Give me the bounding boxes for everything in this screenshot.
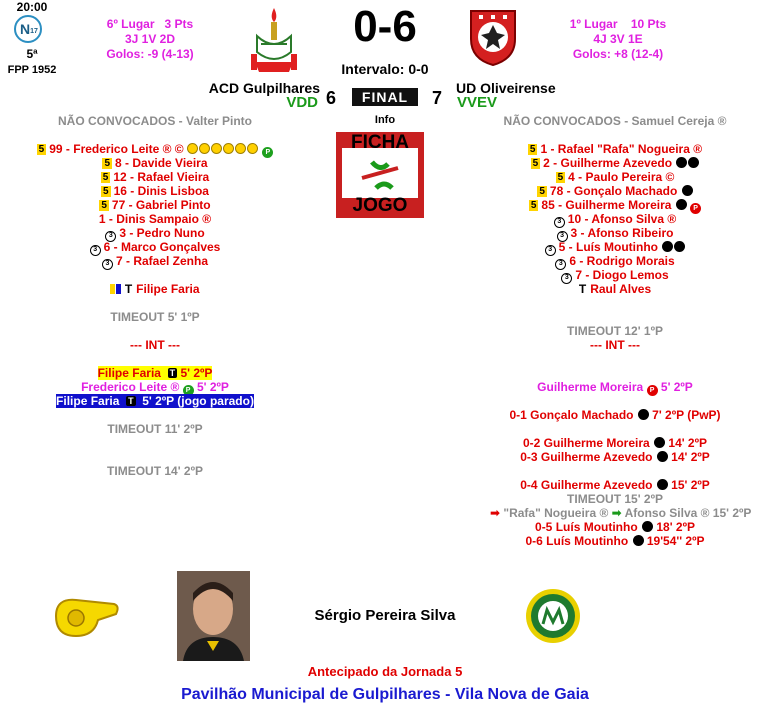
- away-coach-row[interactable]: T Raul Alves: [578, 282, 652, 296]
- home-player-row[interactable]: 5 8 - Davide Vieira: [104, 156, 208, 170]
- away-points: 10 Pts: [630, 17, 667, 31]
- home-player-row[interactable]: 3 6 - Marco Gonçalves: [30, 240, 280, 254]
- referee-name[interactable]: Sérgio Pereira Silva: [314, 607, 456, 624]
- venue-link[interactable]: Pavilhão Municipal de Gulpilhares - Vila Nova de Gaia: [181, 686, 589, 703]
- away-standing: [548, 17, 688, 62]
- penalty-icon: P: [262, 147, 273, 158]
- away-player-row[interactable]: 3 7 - Diogo Lemos: [490, 268, 740, 282]
- rating-badge: 5: [38, 144, 45, 155]
- coach-icon: T: [128, 396, 134, 406]
- home-standing: [90, 17, 210, 62]
- ball-icon: [688, 157, 699, 168]
- ball-icon: [642, 521, 653, 532]
- ball-icon: [676, 199, 687, 210]
- away-form: VVEV: [457, 94, 498, 111]
- referee-photo: [177, 571, 250, 661]
- whistle-icon: [50, 590, 124, 642]
- away-crest-icon: [467, 7, 519, 67]
- final-score: 0-6: [353, 2, 417, 51]
- ball-icon: [657, 479, 668, 490]
- away-player-row[interactable]: 3 5 - Luís Moutinho: [490, 240, 740, 254]
- away-goal-row[interactable]: 0-4 Guilherme Azevedo 15' 2ºP: [520, 478, 710, 492]
- ball-icon: [638, 409, 649, 420]
- rating-badge: 5: [539, 186, 545, 197]
- away-player-row[interactable]: 5 4 - Paulo Pereira ©: [557, 170, 675, 184]
- away-player-row[interactable]: 5 78 - Gonçalo Machado: [490, 184, 740, 198]
- home-event-row[interactable]: Filipe Faria T 5' 2ºP (jogo parado): [56, 394, 254, 408]
- association-crest-icon: [525, 588, 581, 644]
- home-player-row[interactable]: 3 7 - Rafael Zenha: [30, 254, 280, 268]
- rating-3-icon: 3: [102, 259, 113, 270]
- away-event-row[interactable]: Guilherme Moreira P 5' 2ºP: [537, 380, 693, 394]
- home-goals: Golos: -9 (4-13): [106, 47, 194, 61]
- rating-3-icon: 3: [557, 231, 568, 242]
- rating-badge: 5: [530, 200, 537, 211]
- away-player-row[interactable]: 3 10 - Afonso Silva ®: [490, 212, 740, 226]
- home-points: 3 Pts: [164, 17, 194, 31]
- away-substitution-row[interactable]: ➡ "Rafa" Nogueira ® ➡ Afonso Silva ® 15' 2ºP: [490, 506, 752, 520]
- away-player-row[interactable]: 3 3 - Afonso Ribeiro: [490, 226, 740, 240]
- away-goal-row[interactable]: 0-2 Guilherme Moreira 14' 2ºP: [522, 436, 707, 450]
- away-goal-row[interactable]: 0-5 Luís Moutinho 18' 2ºP: [535, 520, 695, 534]
- round-number: 5ª: [26, 47, 38, 61]
- coach-icon: T: [169, 368, 176, 378]
- svg-text:N: N: [19, 21, 31, 37]
- home-timeout: TIMEOUT 5' 1ºP: [110, 310, 200, 324]
- rating-badge: 5: [557, 172, 564, 183]
- rating-3-icon: 3: [105, 231, 116, 242]
- rating-badge: 5: [532, 158, 539, 169]
- sub-out-icon: ➡: [490, 506, 501, 520]
- rating-3-icon: 3: [555, 259, 566, 270]
- rating-3-icon: 3: [554, 217, 565, 228]
- home-position: 6º Lugar: [106, 17, 155, 31]
- home-form-text: VDD: [286, 94, 318, 111]
- ball-icon: [657, 451, 668, 462]
- home-interval: --- INT ---: [130, 338, 180, 352]
- rating-3-icon: 3: [545, 245, 556, 256]
- home-crest-icon: [249, 6, 299, 74]
- svg-text:17: 17: [30, 28, 38, 35]
- penalty-icon: P: [690, 203, 701, 214]
- ficha-jogo-logo[interactable]: [332, 128, 428, 222]
- home-timeout: TIMEOUT 14' 2ºP: [107, 464, 203, 478]
- home-timeout: TIMEOUT 11' 2ºP: [107, 422, 203, 436]
- away-player-row[interactable]: 5 1 - Rafael "Rafa" Nogueira ®: [529, 142, 703, 156]
- away-fouls: 7: [432, 88, 443, 108]
- coach-cards-icon: [110, 282, 121, 296]
- away-player-row[interactable]: 5 2 - Guilherme Azevedo: [490, 156, 740, 170]
- competition-name: FPP 1952: [7, 64, 57, 76]
- rating-badge: 5: [101, 200, 107, 211]
- home-not-called: NÃO CONVOCADOS - Valter Pinto: [57, 114, 253, 128]
- ball-icon: [682, 185, 693, 196]
- away-goals: Golos: +8 (12-4): [572, 47, 664, 61]
- ball-icon: [633, 535, 644, 546]
- home-player-row[interactable]: 1 - Dinis Sampaio ®: [98, 212, 212, 226]
- home-player-row[interactable]: 5 99 - Frederico Leite ® © P: [30, 142, 280, 156]
- home-player-row[interactable]: 5 77 - Gabriel Pinto: [101, 198, 211, 212]
- home-player-row[interactable]: 5 16 - Dinis Lisboa: [103, 184, 209, 198]
- away-team-name[interactable]: UD Oliveirense: [456, 80, 556, 96]
- away-player-row[interactable]: 5 85 - Guilherme Moreira P: [490, 198, 740, 212]
- home-form: [278, 94, 318, 111]
- coach-icon: T: [578, 282, 587, 296]
- away-position: 1º Lugar: [569, 17, 618, 31]
- home-team-name[interactable]: ACD Gulpilhares: [208, 80, 320, 96]
- home-coach-row[interactable]: T Filipe Faria: [30, 282, 280, 296]
- home-fouls: 6: [326, 88, 337, 108]
- away-goal-row[interactable]: 0-1 Gonçalo Machado 7' 2ºP (PwP): [509, 408, 721, 422]
- ficha-logo-text-bottom: JOGO: [352, 195, 408, 216]
- penalty-icon: P: [183, 385, 194, 396]
- away-timeout: TIMEOUT 12' 1ºP: [567, 324, 663, 338]
- schedule-note: Antecipado da Jornada 5: [307, 664, 463, 679]
- away-player-row[interactable]: 3 6 - Rodrigo Morais: [490, 254, 740, 268]
- away-timeout: TIMEOUT 15' 2ºP: [567, 492, 663, 506]
- rating-badge: 5: [102, 172, 109, 183]
- penalty-icon: P: [647, 385, 658, 396]
- league-logo-icon: [14, 15, 42, 43]
- coach-icon: T: [124, 282, 133, 296]
- away-interval: --- INT ---: [590, 338, 640, 352]
- halftime-score: Intervalo: 0-0: [341, 61, 429, 77]
- info-link[interactable]: Info: [374, 114, 396, 126]
- away-not-called: NÃO CONVOCADOS - Samuel Cereja ®: [503, 114, 727, 128]
- ball-icon: [662, 241, 673, 252]
- away-record: 4J 3V 1E: [593, 32, 643, 46]
- ball-icon: [674, 241, 685, 252]
- match-time: 20:00: [16, 0, 48, 14]
- status-badge: FINAL: [352, 88, 418, 106]
- home-event-row[interactable]: Filipe Faria T 5' 2ºP: [97, 366, 213, 380]
- rating-badge: 5: [104, 158, 111, 169]
- away-column: [490, 114, 752, 554]
- home-column: [30, 114, 280, 484]
- rating-badge: 5: [529, 144, 536, 155]
- home-event-row[interactable]: Frederico Leite ® P 5' 2ºP: [81, 380, 229, 394]
- rating-3-icon: 3: [90, 245, 101, 256]
- sub-in-icon: ➡: [611, 506, 622, 520]
- away-goal-row[interactable]: 0-3 Guilherme Azevedo 14' 2ºP: [520, 450, 710, 464]
- ficha-logo-text-top: FICHA: [350, 132, 410, 153]
- rating-badge: 5: [103, 186, 109, 197]
- home-player-row[interactable]: 5 12 - Rafael Vieira: [102, 170, 210, 184]
- ball-icon: [676, 157, 687, 168]
- rating-3-icon: 3: [561, 273, 572, 284]
- yellow-card-icon: [187, 142, 259, 156]
- away-goal-row[interactable]: 0-6 Luís Moutinho 19'54'' 2ºP: [525, 534, 705, 548]
- home-player-row[interactable]: 3 3 - Pedro Nuno: [30, 226, 280, 240]
- ball-icon: [654, 437, 665, 448]
- home-record: 3J 1V 2D: [124, 32, 176, 46]
